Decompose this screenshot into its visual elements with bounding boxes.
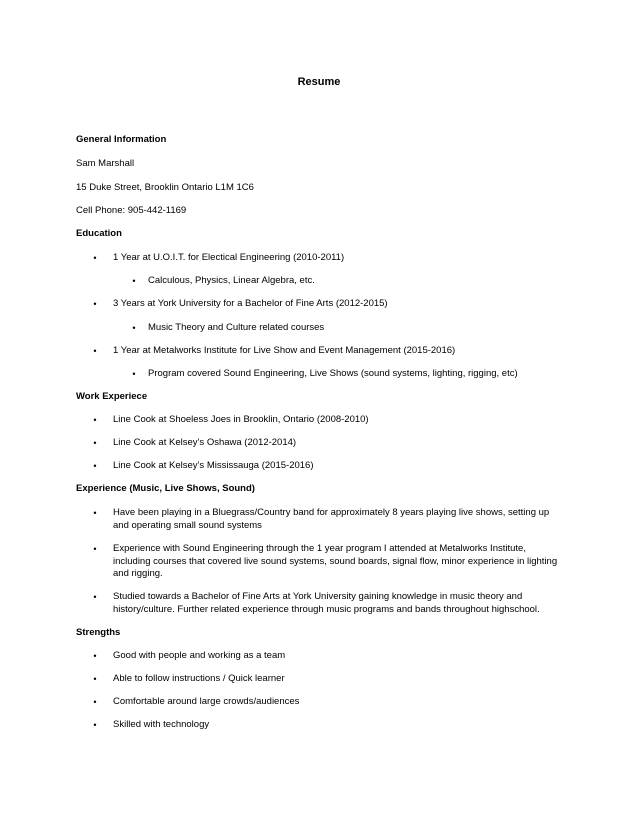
bullet-icon: • [132,323,136,333]
bullet-icon: • [93,253,97,263]
bullet-icon: • [132,276,136,286]
strength-item: Able to follow instructions / Quick learner [113,673,285,684]
experience-item: Have been playing in a Bluegrass/Country band for approximately 8 years playing live shows, setting up and operating small sound systems [113,507,550,531]
contact-phone: Cell Phone: 905-442-1169 [76,205,187,216]
education-item: 1 Year at U.O.I.T. for Electical Engineering (2010-2011) [113,252,345,263]
work-item: Line Cook at Shoeless Joes in Brooklin, Ontario (2008-2010) [113,414,369,425]
experience-item: Studied towards a Bachelor of Fine Arts at York University gaining knowledge in music theory and history/culture. Further related experience through music programs and bands throughout highschool. [113,591,540,615]
general-information-heading: General Information [76,134,167,145]
strength-item: Good with people and working as a team [113,650,286,661]
work-item: Line Cook at Kelsey’s Mississauga (2015-2016) [113,460,314,471]
contact-name: Sam Marshall [76,158,135,169]
education-heading: Education [76,228,122,239]
education-subitem: Calculous, Physics, Linear Algebra, etc. [148,275,315,286]
bullet-icon: • [93,544,97,554]
bullet-icon: • [93,674,97,684]
bullet-icon: • [93,592,97,602]
strength-item: Skilled with technology [113,719,210,730]
education-subitem: Music Theory and Culture related courses [148,322,325,333]
education-item: 1 Year at Metalworks Institute for Live Show and Event Management (2015-2016) [113,345,456,356]
education-item: 3 Years at York University for a Bachelor of Fine Arts (2012-2015) [113,298,388,309]
strength-item: Comfortable around large crowds/audiences [113,696,300,707]
bullet-icon: • [93,508,97,518]
bullet-icon: • [132,369,136,379]
page-title: Resume [297,76,341,88]
bullet-icon: • [93,415,97,425]
bullet-icon: • [93,720,97,730]
bullet-icon: • [93,346,97,356]
bullet-icon: • [93,461,97,471]
bullet-icon: • [93,438,97,448]
bullet-icon: • [93,697,97,707]
education-subitem: Program covered Sound Engineering, Live Shows (sound systems, lighting, rigging, etc) [148,368,518,379]
experience-item: Experience with Sound Engineering through the 1 year program I attended at Metalworks Institute, including courses that covered live sound systems, sound boards, signal flow, minor experience in lighting and rigging. [113,543,558,579]
bullet-icon: • [93,299,97,309]
strengths-heading: Strengths [76,627,121,638]
experience-heading: Experience (Music, Live Shows, Sound) [76,483,255,494]
work-experience-heading: Work Experiece [76,391,148,402]
work-item: Line Cook at Kelsey’s Oshawa (2012-2014) [113,437,297,448]
bullet-icon: • [93,651,97,661]
contact-address: 15 Duke Street, Brooklin Ontario L1M 1C6 [76,182,254,193]
